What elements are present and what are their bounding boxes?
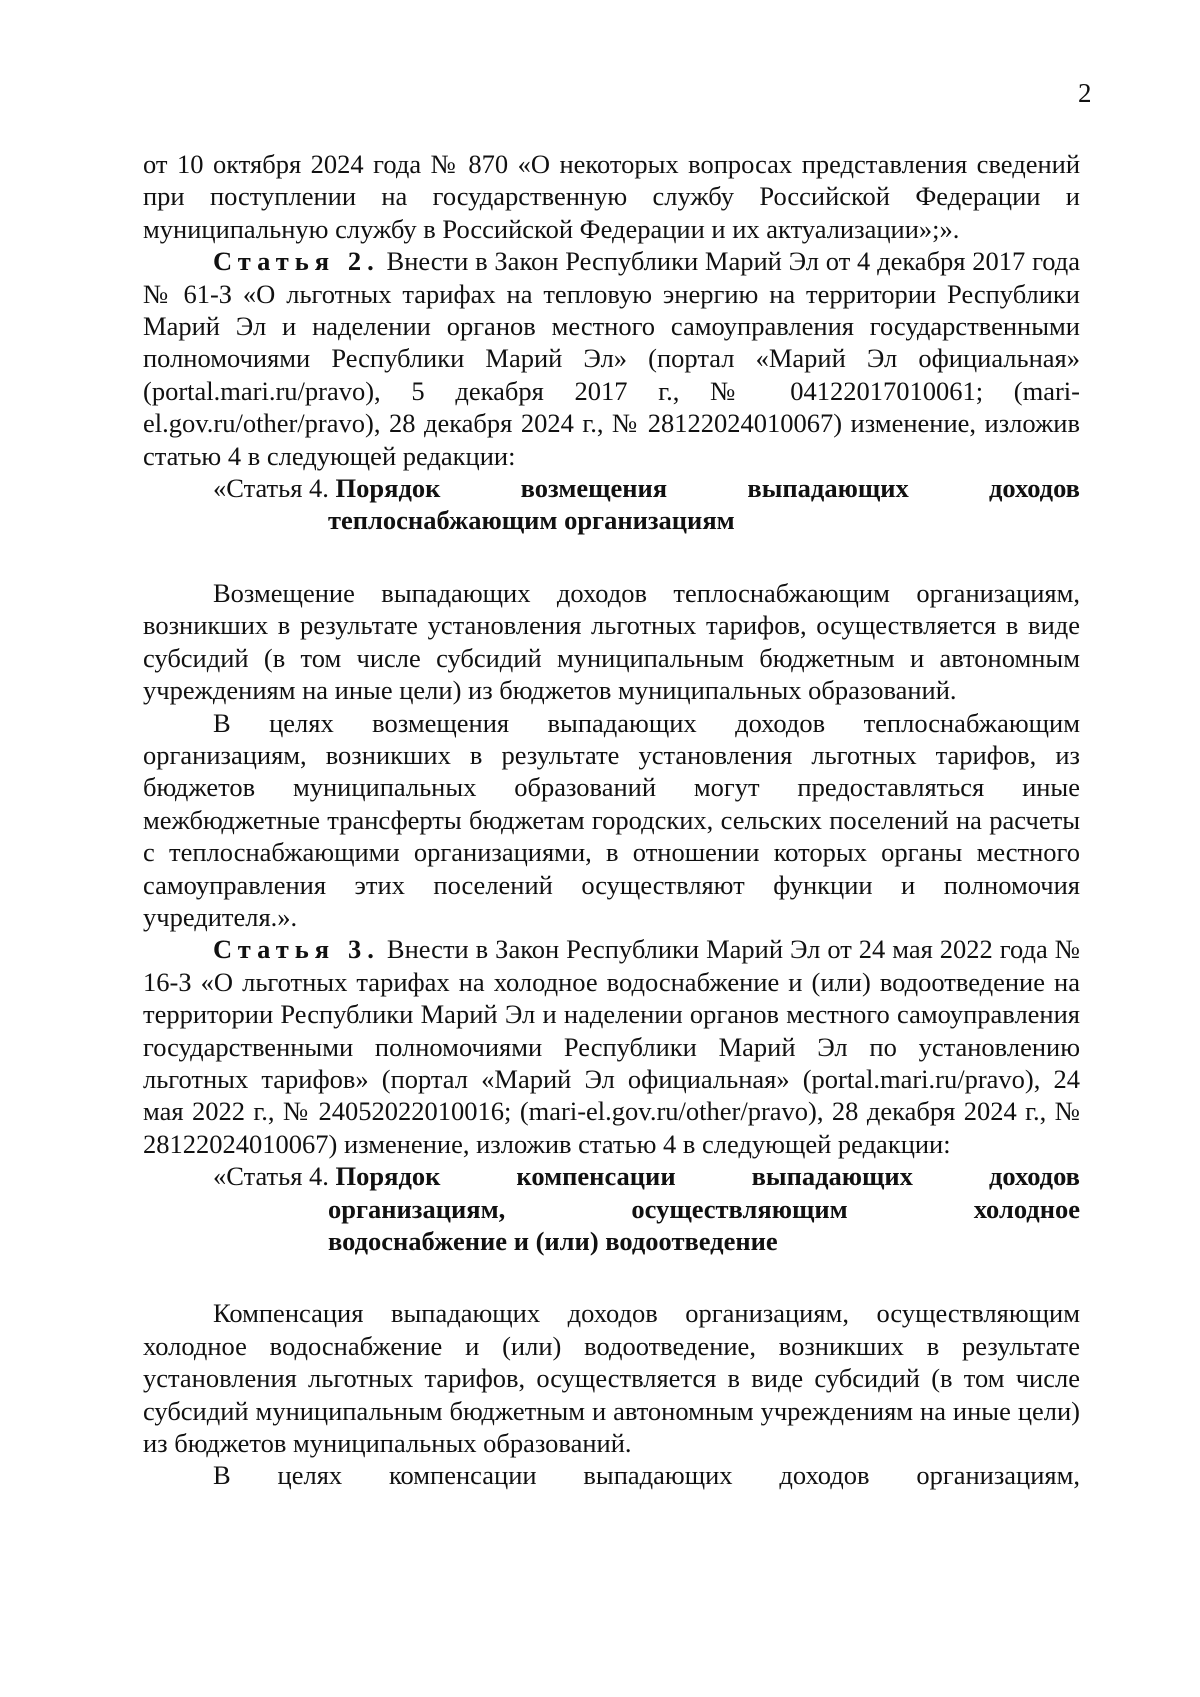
article-3-heading-line2: организациям, осуществляющим холодное	[328, 1193, 1080, 1224]
article-2-heading-prefix: «Статья 4.	[213, 473, 336, 504]
article-3-new-heading	[143, 1160, 1080, 1257]
article-3-heading-line1: Порядок компенсации выпадающих доходов	[335, 1161, 1080, 1192]
article-3-paragraph	[143, 933, 1080, 1160]
article-3-text: Внести в Закон Республики Марий Эл от 24 мая 2022 года № 16-З «О льготных тарифах на холодное водоснабжение и (или) водоотведение на территории Республики Марий Эл и наделении органов местного самоуправления государственными полномочиями Республики Марий Эл по установлению льготных тарифов» (портал «Марий Эл официальная» (portal.mari.ru/pravo), 24 мая 2022 г., № 24052022010016; (mari-el.gov.ru/other/pravo), 28 декабря 2024 г., № 28122024010067) изменение, изложив статью 4 в следующей редакции:	[143, 934, 1080, 1159]
article-2-body-paragraph-2: В целях возмещения выпадающих доходов теплоснабжающим организациям, возникших в результате установления льготных тарифов, из бюджетов муниципальных образований могут предоставляться иные межбюджетные трансферты бюджетам городских, сельских поселений на расчеты с теплоснабжающими организациями, в отношении которых органы местного самоуправления этих поселений осуществляют функции и полномочия учредителя.».	[143, 707, 1080, 932]
document-body	[143, 148, 1080, 1492]
article-3-heading-prefix: «Статья 4.	[213, 1161, 336, 1192]
article-2-label: Статья 2.	[213, 246, 380, 277]
article-2-new-heading	[143, 472, 1080, 537]
article-2-body-paragraph-1: Возмещение выпадающих доходов теплоснабжающим организациям, возникших в результате установления льготных тарифов, осуществляется в виде субсидий (в том числе субсидий муниципальным бюджетным и автономным учреждениям на иные цели) из бюджетов муниципальных образований.	[143, 577, 1080, 706]
article-3-label: Статья 3.	[213, 934, 380, 965]
spacer	[143, 537, 1080, 577]
article-2-heading-line1: Порядок возмещения выпадающих доходов	[335, 473, 1080, 504]
article-3-heading-line3: водоснабжение и (или) водоотведение	[328, 1226, 778, 1256]
page-number: 2	[1078, 78, 1092, 108]
article-2-heading-line2: теплоснабжающим организациям	[328, 505, 735, 536]
article-2-paragraph	[143, 245, 1080, 472]
article-2-text: Внести в Закон Республики Марий Эл от 4 декабря 2017 года № 61-З «О льготных тарифах на тепловую энергию на территории Республики Марий Эл и наделении органов местного самоуправления государственными полномочиями Республики Марий Эл» (портал «Марий Эл официальная» (portal.mari.ru/pravo), 5 декабря 2017 г., № 04122017010061; (mari-el.gov.ru/other/pravo), 28 декабря 2024 г., № 28122024010067) изменение, изложив статью 4 в следующей редакции:	[143, 246, 1081, 471]
article-3-body-paragraph-2: В целях компенсации выпадающих доходов организациям,	[213, 1460, 1080, 1491]
paragraph-continuation: от 10 октября 2024 года № 870 «О некоторых вопросах представления сведений при поступлении на государственную службу Российской Федерации и муниципальную службу в Российской Федерации и их актуализации»;».	[143, 149, 1080, 244]
article-3-body-paragraph-1: Компенсация выпадающих доходов организациям, осуществляющим холодное водоснабжение и (или) водоотведение, возникших в результате установления льготных тарифов, осуществляется в виде субсидий (в том числе субсидий муниципальным бюджетным и автономным учреждениям на иные цели) из бюджетов муниципальных образований.	[143, 1298, 1080, 1459]
spacer	[143, 1257, 1080, 1297]
